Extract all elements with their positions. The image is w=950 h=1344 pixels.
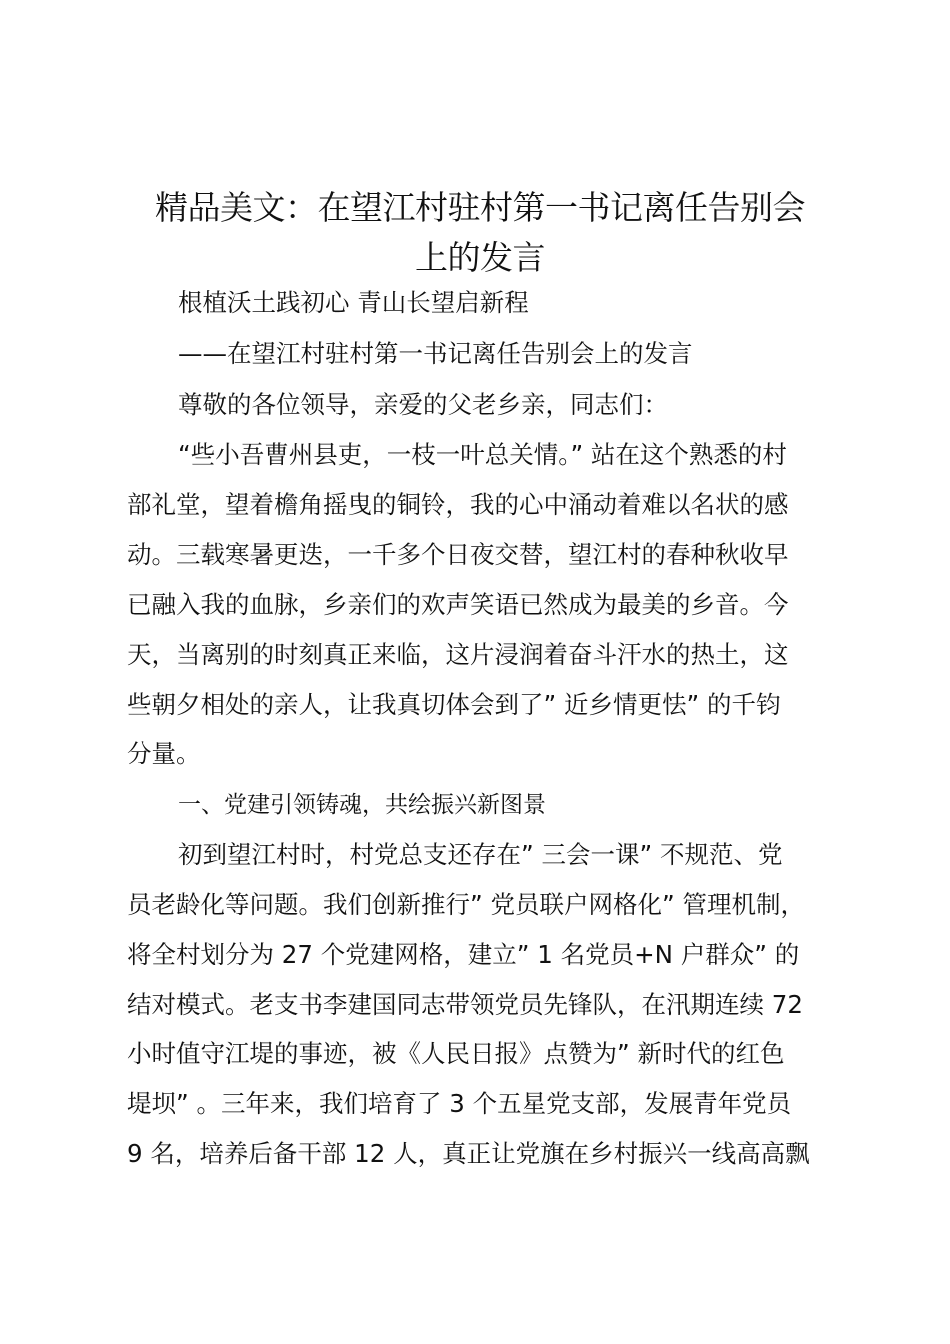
paragraph-line: 员老龄化等问题。我们创新推行” 党员联户网格化” 管理机制，: [127, 890, 805, 919]
paragraph-line: 部礼堂，望着檐角摇曳的铜铃，我的心中涌动着难以名状的感: [127, 490, 789, 519]
title-line-2: 上的发言: [415, 238, 545, 277]
paragraph-line: 堤坝” 。三年来，我们培育了 3 个五星党支部，发展青年党员: [127, 1089, 792, 1118]
paragraph-line: 些朝夕相处的亲人，让我真切体会到了” 近乡情更怯” 的千钧: [127, 690, 781, 719]
subtitle: 根植沃土践初心 青山长望启新程: [178, 288, 529, 317]
paragraph-line: 小时值守江堤的事迹，被《人民日报》点赞为” 新时代的红色: [127, 1039, 785, 1068]
paragraph-line: 将全村划分为 27 个党建网格，建立” 1 名党员+N 户群众” 的: [127, 940, 800, 969]
paragraph-line: 分量。: [127, 739, 201, 768]
paragraph-line: “些小吾曹州县吏，一枝一叶总关情。” 站在这个熟悉的村: [178, 440, 787, 469]
title-line-1: 精品美文：在望江村驻村第一书记离任告别会: [155, 188, 805, 227]
subtitle-dash: ——在望江村驻村第一书记离任告别会上的发言: [178, 339, 693, 368]
paragraph-line: 初到望江村时，村党总支还存在” 三会一课” 不规范、党: [178, 840, 783, 869]
paragraph-line: 动。三载寒暑更迭，一千多个日夜交替，望江村的春种秋收早: [127, 540, 789, 569]
paragraph-line: 已融入我的血脉，乡亲们的欢声笑语已然成为最美的乡音。今: [127, 590, 789, 619]
paragraph-line: 天，当离别的时刻真正来临，这片浸润着奋斗汗水的热土，这: [127, 640, 789, 669]
section-heading: 一、党建引领铸魂，共绘振兴新图景: [178, 792, 546, 818]
paragraph-line: 结对模式。老支书李建国同志带领党员先锋队，在汛期连续 72: [127, 990, 803, 1019]
paragraph-line: 9 名，培养后备干部 12 人，真正让党旗在乡村振兴一线高高飘: [127, 1139, 810, 1168]
document-title: [110, 183, 850, 283]
salutation: 尊敬的各位领导，亲爱的父老乡亲，同志们：: [178, 390, 668, 419]
